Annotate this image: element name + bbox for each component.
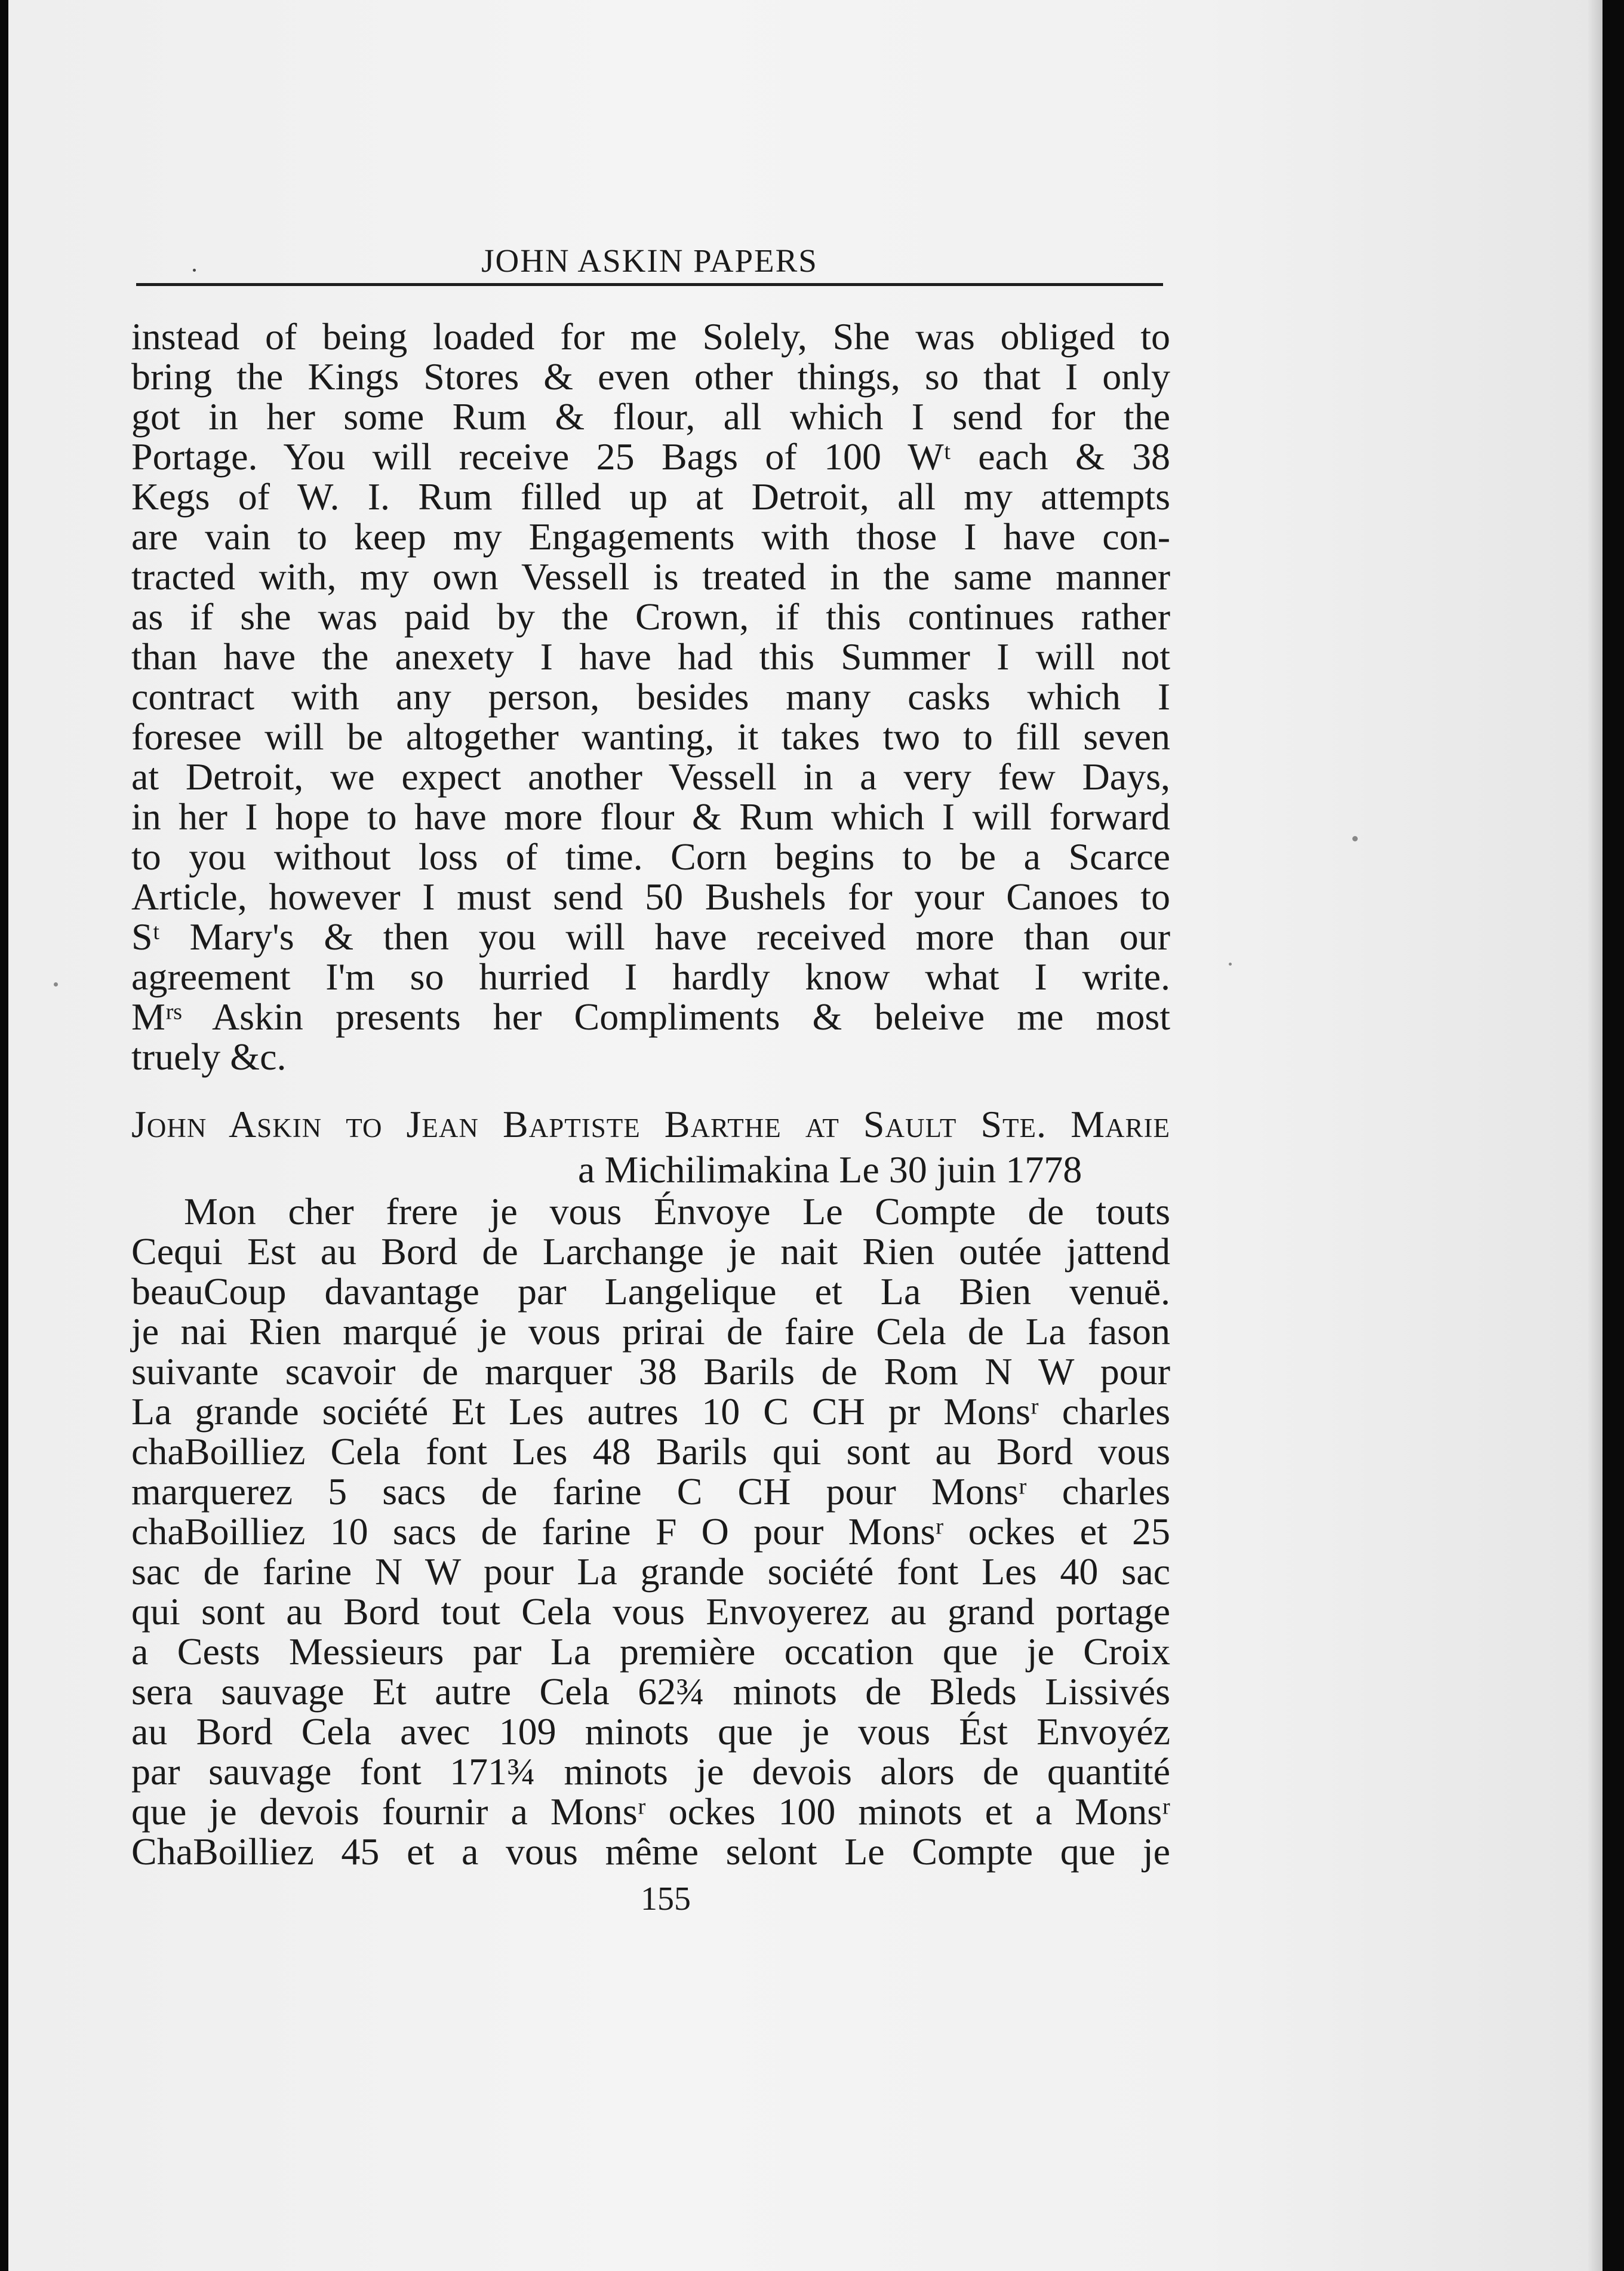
paper-speck: [1352, 836, 1358, 841]
text-line: agreement I'm so hurried I hardly know what I write.: [131, 955, 1170, 998]
text-line: a Cests Messieurs par La première occation que je Croix: [131, 1630, 1170, 1673]
paper-speck: [1229, 963, 1232, 966]
text-line: Article, however I must send 50 Bushels for your Canoes to: [131, 875, 1170, 918]
paper-speck: [54, 982, 58, 987]
text-line: Mon cher frere je vous Énvoye Le Compte de touts: [184, 1190, 1170, 1233]
text-line: in her I hope to have more flour & Rum which I will forward: [131, 795, 1170, 838]
text-line: bring the Kings Stores & even other things, so that I only: [131, 355, 1170, 398]
text-line: Cequi Est au Bord de Larchange je nait Rien outée jattend: [131, 1230, 1170, 1273]
letter-heading: John Askin to Jean Baptiste Barthe at Sault Ste. Marie: [131, 1103, 1170, 1145]
dateline: a Michilimakina Le 30 juin 1778: [578, 1148, 1082, 1191]
text-line: contract with any person, besides many casks which I: [131, 675, 1170, 718]
text-line: instead of being loaded for me Solely, She was obliged to: [131, 315, 1170, 358]
scan-border-left: [0, 0, 8, 2271]
text-line: qui sont au Bord tout Cela vous Envoyerez au grand portage: [131, 1590, 1170, 1633]
letter-continuation: [131, 316, 1170, 1077]
text-line: sac de farine N W pour La grande société font Les 40 sac: [131, 1550, 1170, 1593]
text-line: truely &c.: [131, 1035, 287, 1078]
section-gap: [131, 1077, 1170, 1101]
text-line: je nai Rien marqué je vous prirai de faire Cela de La fason: [131, 1310, 1170, 1353]
text-line: chaBoilliez 10 sacs de farine F O pour Monsʳ ockes et 25: [131, 1510, 1170, 1553]
letter-body: [131, 1191, 1170, 1871]
text-line: are vain to keep my Engagements with those I have con-: [131, 515, 1170, 558]
page-edge: [1588, 0, 1603, 2271]
text-line: foresee will be altogether wanting, it takes two to fill seven: [131, 715, 1170, 758]
scan-border-right: [1603, 0, 1624, 2271]
text-line: sera sauvage Et autre Cela 62¾ minots de Bleds Lissivés: [131, 1670, 1170, 1713]
page-number: 155: [641, 1880, 691, 1917]
running-head: [136, 239, 1163, 286]
text-line: au Bord Cela avec 109 minots que je vous Ést Envoyéz: [131, 1710, 1170, 1753]
text-line: marquerez 5 sacs de farine C CH pour Monsʳ charles: [131, 1470, 1170, 1513]
text-line: to you without loss of time. Corn begins to be a Scarce: [131, 835, 1170, 878]
text-line: par sauvage font 171¾ minots je devois alors de quantité: [131, 1750, 1170, 1793]
text-line: Kegs of W. I. Rum filled up at Detroit, all my attempts: [131, 475, 1170, 518]
text-line: tracted with, my own Vessell is treated in the same manner: [131, 555, 1170, 598]
text-line: Sᵗ Mary's & then you will have received more than our: [131, 915, 1170, 958]
text-line: than have the anexety I have had this Summer I will not: [131, 635, 1170, 678]
running-head-title: JOHN ASKIN PAPERS: [481, 242, 818, 279]
page-body: [131, 316, 1170, 1871]
text-line: chaBoilliez Cela font Les 48 Barils qui sont au Bord vous: [131, 1430, 1170, 1473]
text-line: Portage. You will receive 25 Bags of 100 Wᵗ each & 38: [131, 435, 1170, 478]
text-line: as if she was paid by the Crown, if this continues rather: [131, 595, 1170, 638]
text-line: ChaBoilliez 45 et a vous même selont Le Compte que je: [131, 1830, 1170, 1873]
text-line: Mʳˢ Askin presents her Compliments & beleive me most: [131, 995, 1170, 1038]
text-line: suivante scavoir de marquer 38 Barils de Rom N W pour: [131, 1350, 1170, 1393]
text-line: que je devois fournir a Monsʳ ockes 100 minots et a Monsʳ: [131, 1790, 1170, 1833]
text-line: got in her some Rum & flour, all which I send for the: [131, 395, 1170, 438]
text-line: at Detroit, we expect another Vessell in a very few Days,: [131, 755, 1170, 798]
text-line: beauCoup davantage par Langelique et La Bien venuë.: [131, 1270, 1170, 1313]
text-line: La grande société Et Les autres 10 C CH pr Monsʳ charles: [131, 1390, 1170, 1433]
